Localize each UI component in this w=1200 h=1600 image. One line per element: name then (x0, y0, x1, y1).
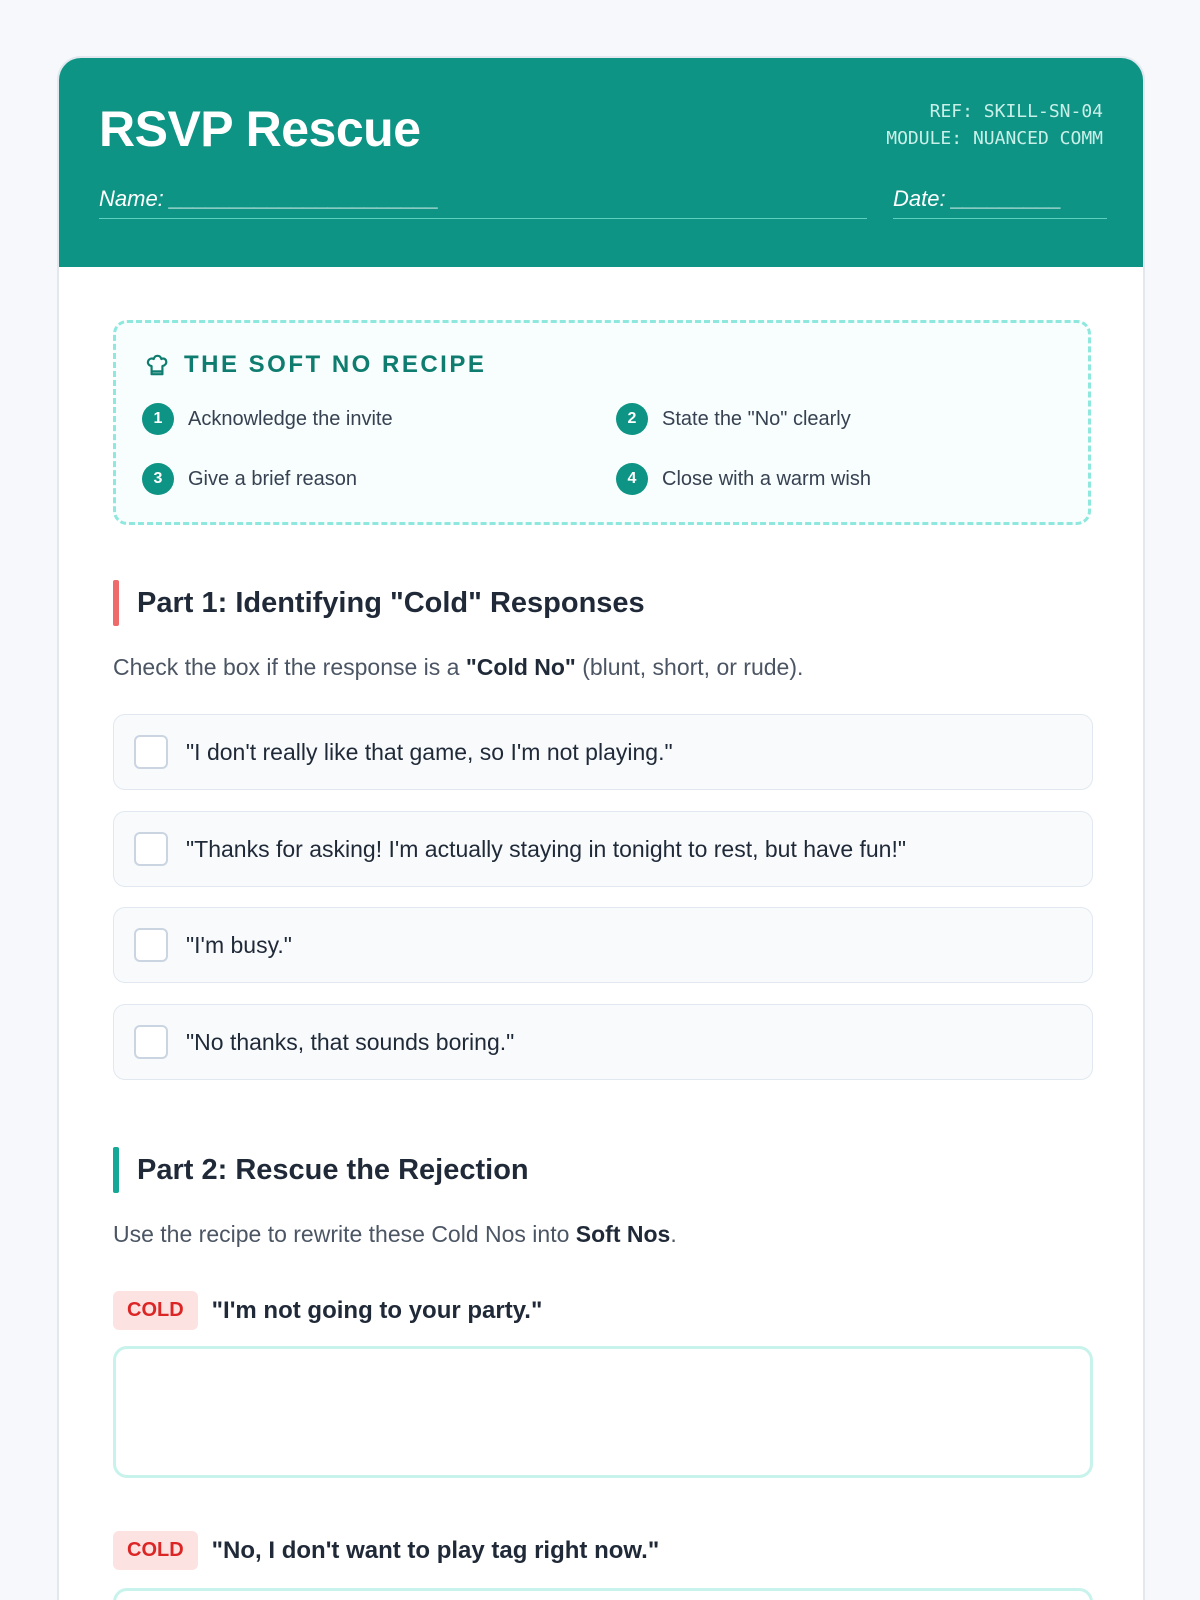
module-code: MODULE: NUANCED COMM (886, 128, 1103, 149)
instruction-emphasis: Soft Nos (575, 1221, 671, 1247)
cold-badge: COLD (113, 1291, 198, 1330)
instruction-text: . (670, 1221, 677, 1247)
rewrite-answer-box[interactable] (113, 1588, 1093, 1600)
part2-instructions (113, 1221, 677, 1248)
name-field[interactable]: Name: ______________________ (99, 186, 867, 219)
cold-prompt (113, 1531, 659, 1570)
reference-info (886, 98, 1103, 152)
recipe-step (142, 463, 357, 495)
step-number-badge: 4 (616, 463, 648, 495)
checkbox[interactable] (134, 1025, 168, 1059)
ref-code: REF: SKILL-SN-04 (929, 101, 1103, 122)
instruction-text: Use the recipe to rewrite these Cold Nos into (113, 1221, 576, 1247)
recipe-step (616, 403, 851, 435)
step-text: State the "No" clearly (662, 407, 851, 430)
worksheet-header (59, 58, 1143, 267)
checkbox[interactable] (134, 735, 168, 769)
response-text: "Thanks for asking! I'm actually staying in tonight to rest, but have fun!" (186, 835, 907, 862)
step-text: Acknowledge the invite (188, 407, 393, 430)
recipe-step (616, 463, 871, 495)
cold-badge: COLD (113, 1531, 198, 1570)
cold-statement: "No, I don't want to play tag right now." (211, 1536, 660, 1564)
chef-hat-icon (144, 352, 170, 378)
rewrite-answer-box[interactable] (113, 1346, 1093, 1478)
recipe-header (144, 351, 486, 379)
step-text: Close with a warm wish (662, 467, 871, 490)
cold-prompt (113, 1291, 542, 1330)
cold-statement: "I'm not going to your party." (211, 1296, 543, 1324)
step-text: Give a brief reason (188, 467, 357, 490)
step-number-badge: 3 (142, 463, 174, 495)
part2-heading: Part 2: Rescue the Rejection (113, 1147, 529, 1193)
part1-instructions (113, 654, 803, 681)
worksheet-card (57, 56, 1145, 1600)
response-text: "I don't really like that game, so I'm not playing." (186, 738, 673, 765)
response-option[interactable] (113, 1004, 1093, 1080)
step-number-badge: 2 (616, 403, 648, 435)
instruction-text: Check the box if the response is a (113, 654, 466, 680)
recipe-title: THE SOFT NO RECIPE (184, 351, 487, 378)
instruction-emphasis: "Cold No" (465, 654, 576, 680)
part1-heading: Part 1: Identifying "Cold" Responses (113, 580, 645, 626)
checkbox[interactable] (134, 832, 168, 866)
instruction-text: (blunt, short, or rude). (575, 654, 804, 680)
page-title: RSVP Rescue (99, 101, 421, 157)
response-option[interactable] (113, 811, 1093, 887)
response-text: "I'm busy." (186, 931, 292, 958)
date-field[interactable]: Date: _________ (893, 186, 1107, 219)
response-option[interactable] (113, 907, 1093, 983)
response-text: "No thanks, that sounds boring." (186, 1028, 515, 1055)
response-option[interactable] (113, 714, 1093, 790)
checkbox[interactable] (134, 928, 168, 962)
soft-no-recipe-box (113, 320, 1091, 525)
step-number-badge: 1 (142, 403, 174, 435)
recipe-step (142, 403, 393, 435)
